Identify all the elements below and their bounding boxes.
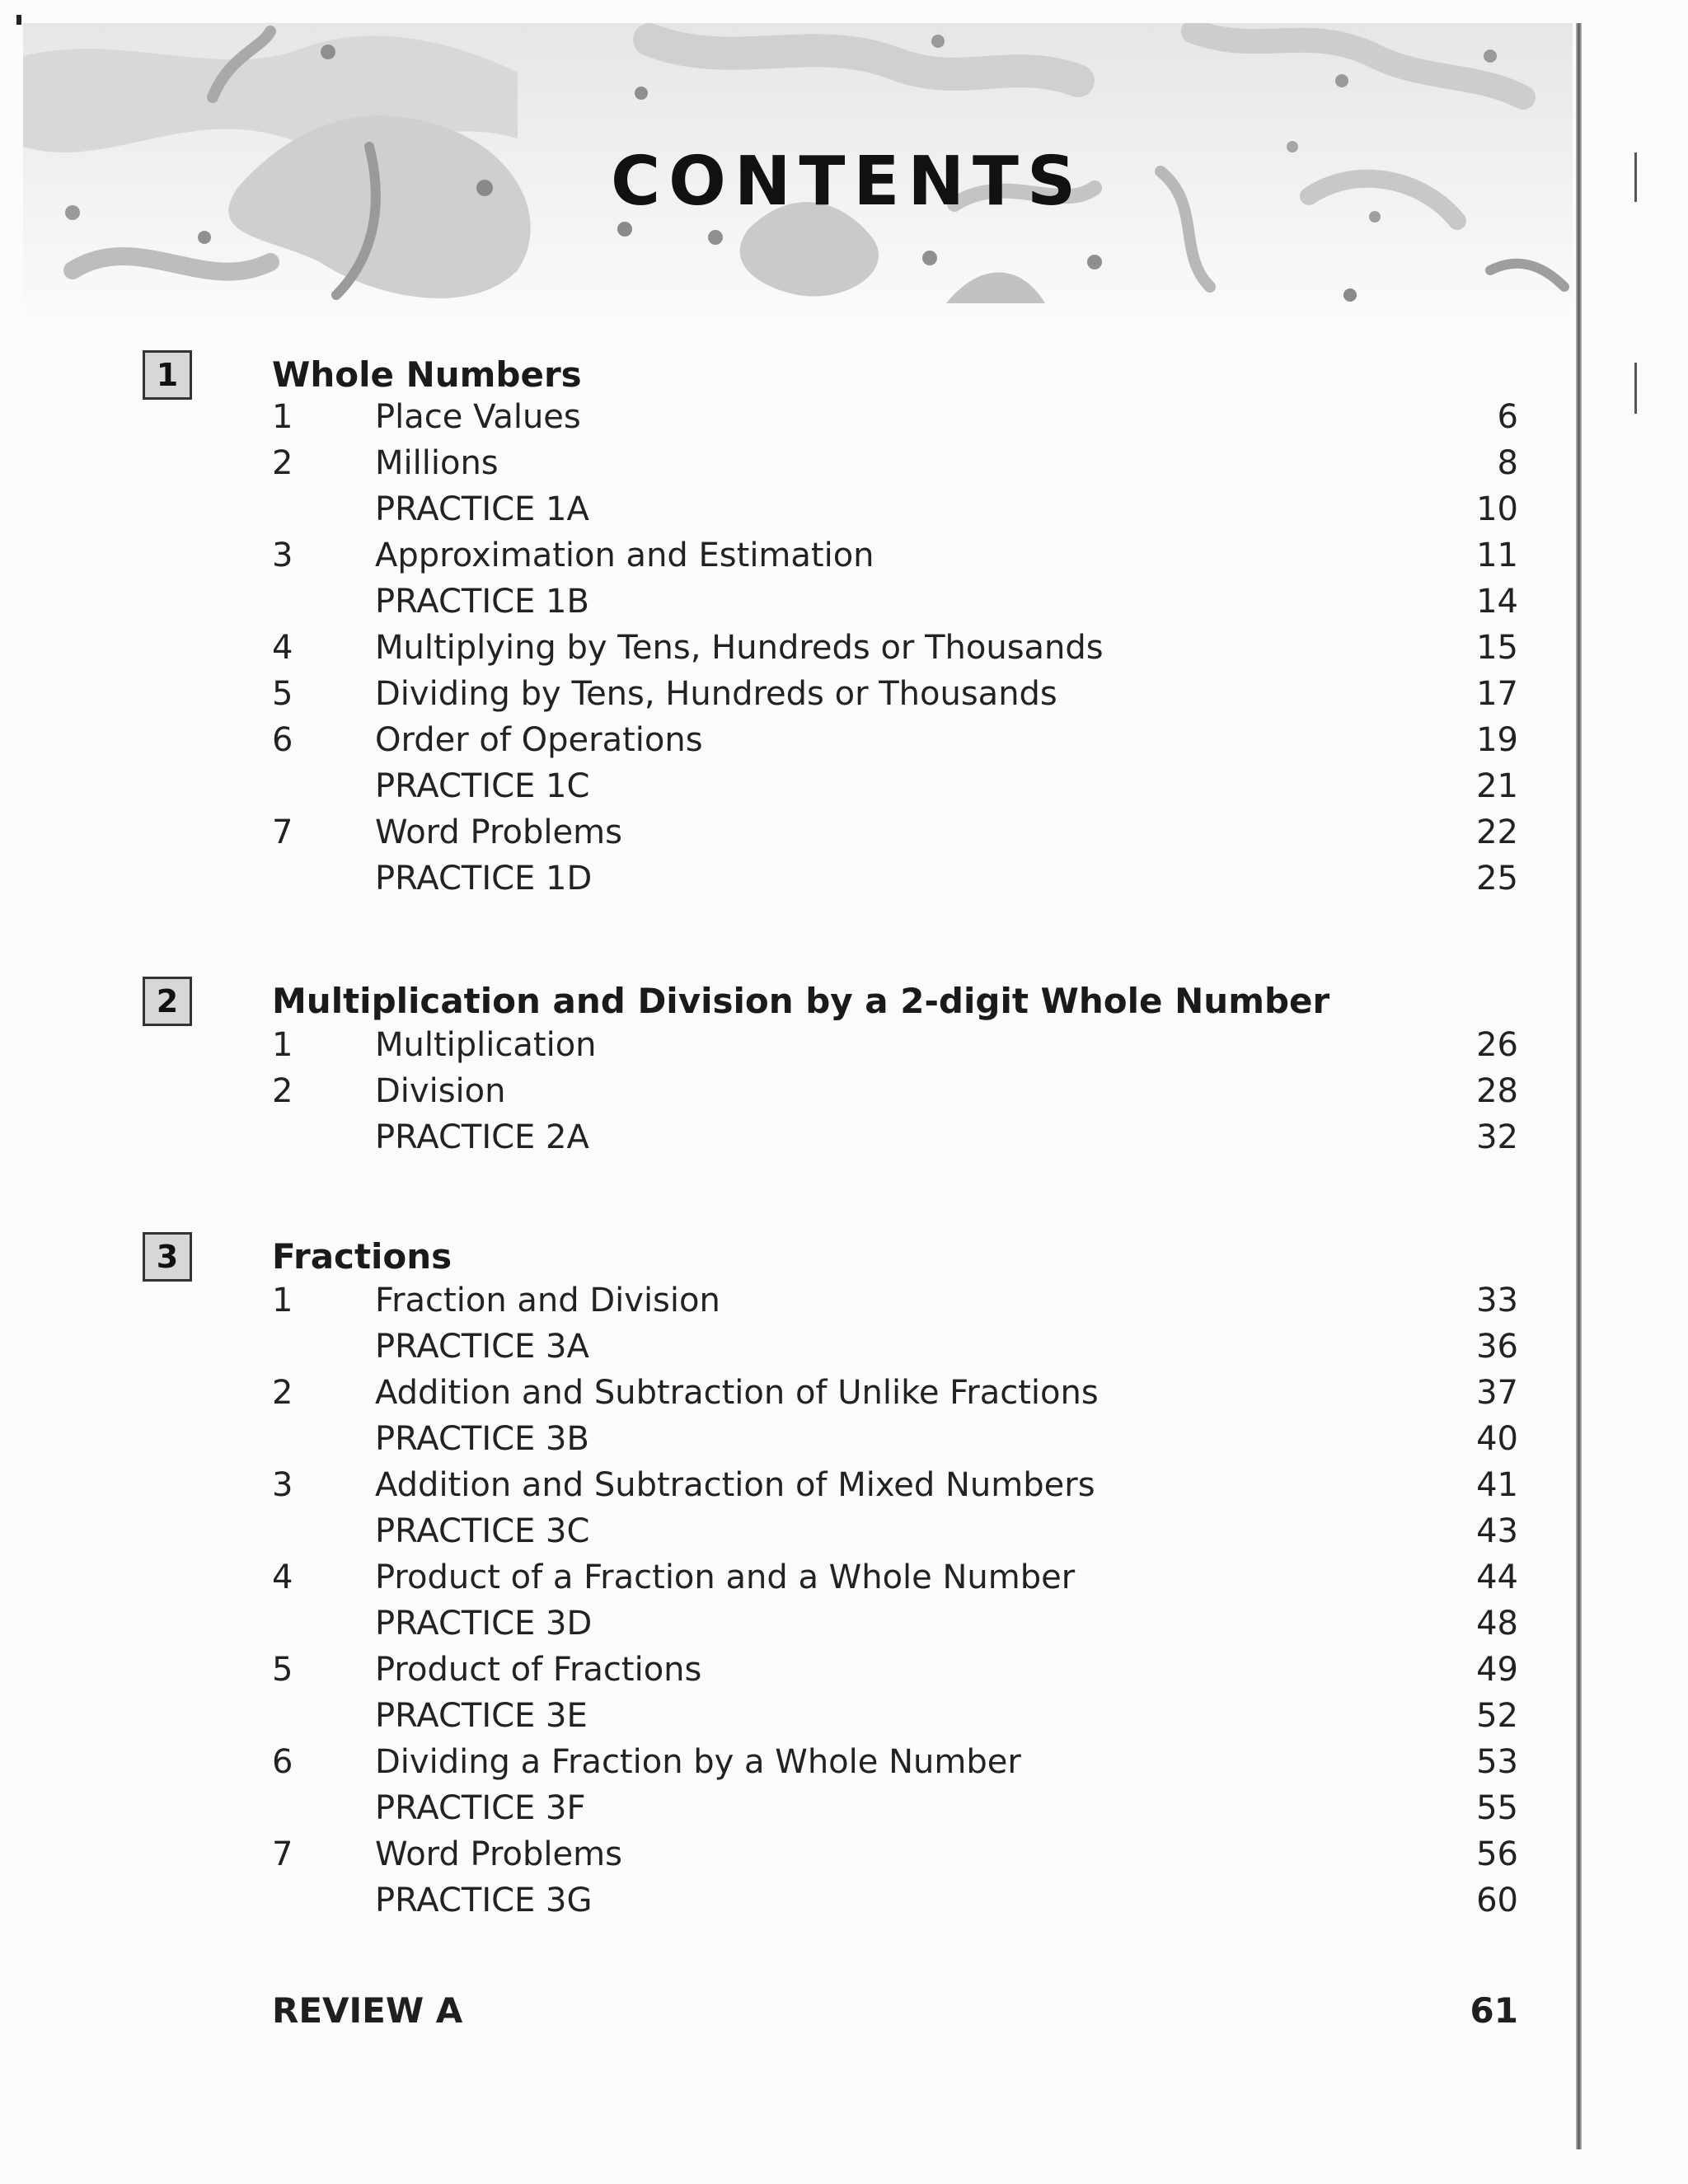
entry-number: 5 [272, 1651, 293, 1689]
entry-page: 11 [1476, 537, 1518, 574]
entry-label: Division [375, 1072, 506, 1110]
entry-label: Approximation and Estimation [375, 537, 874, 574]
entry-page: 49 [1476, 1651, 1518, 1689]
toc-entry[interactable] [0, 1601, 1688, 1647]
review-label: REVIEW A [272, 1990, 463, 2031]
entry-label: PRACTICE 3B [375, 1420, 589, 1458]
entry-label: PRACTICE 3A [375, 1328, 589, 1366]
toc-entry[interactable] [0, 1831, 1688, 1877]
entry-label: PRACTICE 1B [375, 583, 589, 621]
entry-page: 60 [1476, 1882, 1518, 1919]
entry-label: Product of a Fraction and a Whole Number [375, 1558, 1076, 1596]
entry-page: 41 [1476, 1466, 1518, 1504]
entry-label: Multiplication [375, 1026, 597, 1064]
toc-entry[interactable] [0, 809, 1688, 855]
entry-page: 44 [1476, 1558, 1518, 1596]
chapter-number-badge: 3 [143, 1232, 192, 1282]
toc-entry[interactable] [0, 1785, 1688, 1831]
entry-number: 2 [272, 1374, 293, 1412]
toc-entry[interactable] [0, 1370, 1688, 1416]
toc-entry[interactable] [0, 1462, 1688, 1508]
toc-entry[interactable] [0, 763, 1688, 809]
entry-page: 43 [1476, 1512, 1518, 1550]
entry-label: Order of Operations [375, 721, 703, 759]
entry-number: 1 [272, 1026, 293, 1064]
chapter-number-badge: 2 [143, 977, 192, 1026]
entry-label: PRACTICE 3F [375, 1789, 586, 1827]
entry-page: 22 [1476, 813, 1518, 851]
entry-label: Fraction and Division [375, 1282, 720, 1319]
entry-page: 14 [1476, 583, 1518, 621]
entry-number: 5 [272, 675, 293, 713]
entry-page: 40 [1476, 1420, 1518, 1458]
entry-label: PRACTICE 3C [375, 1512, 590, 1550]
entry-page: 53 [1476, 1743, 1518, 1781]
entry-number: 4 [272, 629, 293, 667]
entry-label: Place Values [375, 398, 581, 436]
entry-number: 3 [272, 537, 293, 574]
entry-number: 2 [272, 1072, 293, 1110]
toc-entry[interactable] [0, 1508, 1688, 1554]
chapter-title: Whole Numbers [272, 354, 582, 395]
chapter-title: Multiplication and Division by a 2-digit Whole Number [272, 981, 1330, 1021]
toc-entry[interactable] [0, 1068, 1688, 1114]
entry-number: 6 [272, 1743, 293, 1781]
entry-label: Multiplying by Tens, Hundreds or Thousands [375, 629, 1104, 667]
entry-page: 48 [1476, 1605, 1518, 1643]
entry-page: 56 [1476, 1835, 1518, 1873]
toc-entry[interactable] [0, 579, 1688, 625]
toc-entry[interactable] [0, 486, 1688, 532]
entry-page: 8 [1497, 444, 1518, 482]
entry-page: 10 [1476, 490, 1518, 528]
entry-page: 33 [1476, 1282, 1518, 1319]
toc-entry[interactable] [0, 1739, 1688, 1785]
toc-entry[interactable] [0, 1416, 1688, 1462]
entry-label: Dividing by Tens, Hundreds or Thousands [375, 675, 1057, 713]
toc-entry[interactable] [0, 394, 1688, 440]
entry-number: 7 [272, 1835, 293, 1873]
entry-number: 4 [272, 1558, 293, 1596]
entry-page: 6 [1497, 398, 1518, 436]
entry-label: Addition and Subtraction of Mixed Numbers [375, 1466, 1095, 1504]
review-page: 61 [1470, 1990, 1518, 2031]
entry-number: 1 [272, 1282, 293, 1319]
toc-entry[interactable] [0, 1877, 1688, 1924]
toc-entry[interactable] [0, 1114, 1688, 1160]
entry-page: 36 [1476, 1328, 1518, 1366]
entry-page: 19 [1476, 721, 1518, 759]
toc-entry[interactable] [0, 671, 1688, 717]
toc-entry[interactable] [0, 1277, 1688, 1324]
entry-page: 55 [1476, 1789, 1518, 1827]
entry-page: 52 [1476, 1697, 1518, 1735]
entry-page: 26 [1476, 1026, 1518, 1064]
chapter-number-badge: 1 [143, 350, 192, 400]
entry-label: PRACTICE 3E [375, 1697, 588, 1735]
entry-label: PRACTICE 1C [375, 767, 590, 805]
chapter-title: Fractions [272, 1236, 452, 1277]
toc-entry[interactable] [0, 1647, 1688, 1693]
entry-page: 15 [1476, 629, 1518, 667]
entry-number: 1 [272, 398, 293, 436]
entry-page: 28 [1476, 1072, 1518, 1110]
review-entry[interactable] [0, 1986, 1688, 2036]
toc-entry[interactable] [0, 1554, 1688, 1601]
entry-label: PRACTICE 3G [375, 1882, 593, 1919]
entry-page: 17 [1476, 675, 1518, 713]
entry-number: 6 [272, 721, 293, 759]
entry-label: PRACTICE 1D [375, 860, 593, 898]
toc-entry[interactable] [0, 625, 1688, 671]
entry-number: 2 [272, 444, 293, 482]
toc-entry[interactable] [0, 532, 1688, 579]
entry-label: PRACTICE 3D [375, 1605, 593, 1643]
entry-page: 25 [1476, 860, 1518, 898]
entry-label: Dividing a Fraction by a Whole Number [375, 1743, 1021, 1781]
entry-page: 37 [1476, 1374, 1518, 1412]
entry-label: Product of Fractions [375, 1651, 702, 1689]
entry-page: 21 [1476, 767, 1518, 805]
toc-entry[interactable] [0, 1324, 1688, 1370]
toc-entry[interactable] [0, 1022, 1688, 1068]
toc-entry[interactable] [0, 717, 1688, 763]
entry-label: Word Problems [375, 1835, 622, 1873]
entry-page: 32 [1476, 1118, 1518, 1156]
page-title: CONTENTS [610, 143, 1085, 221]
entry-label: Word Problems [375, 813, 622, 851]
toc-entry[interactable] [0, 440, 1688, 486]
entry-label: Addition and Subtraction of Unlike Fractions [375, 1374, 1099, 1412]
entry-number: 3 [272, 1466, 293, 1504]
entry-label: Millions [375, 444, 499, 482]
toc-entry[interactable] [0, 855, 1688, 902]
toc-entry[interactable] [0, 1693, 1688, 1739]
entry-label: PRACTICE 1A [375, 490, 589, 528]
entry-label: PRACTICE 2A [375, 1118, 589, 1156]
entry-number: 7 [272, 813, 293, 851]
